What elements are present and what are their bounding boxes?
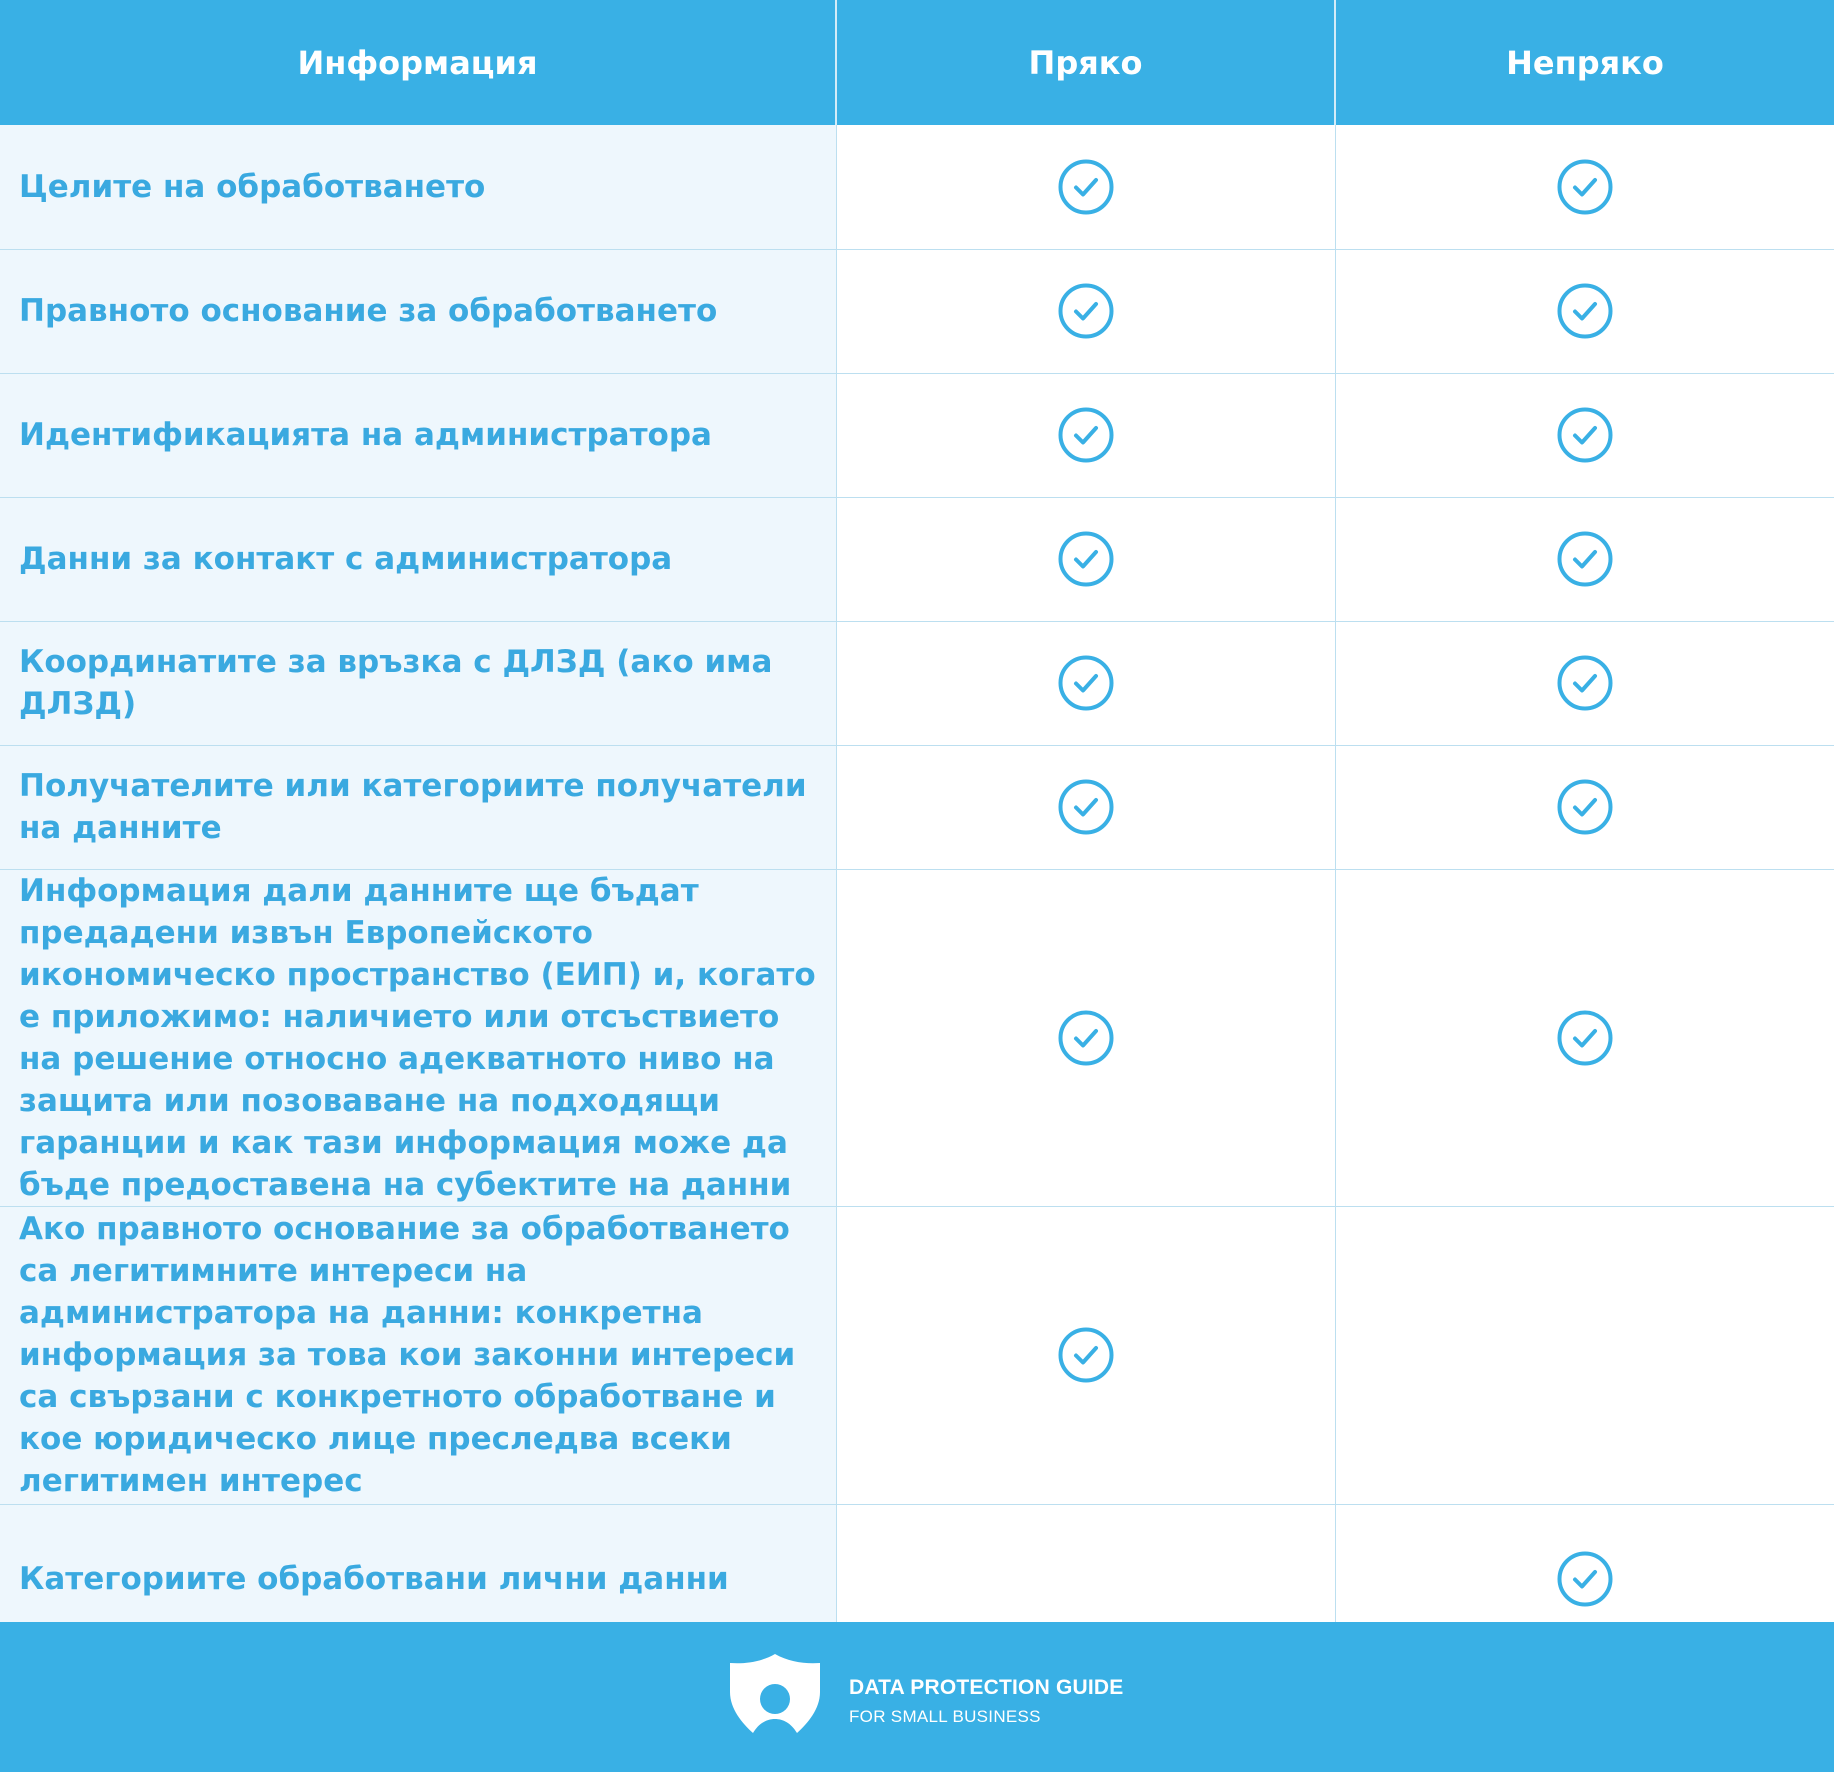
check-circle-icon <box>1557 159 1613 215</box>
table-row <box>0 869 1834 1206</box>
footer-banner <box>0 1622 1834 1772</box>
cell-indirect <box>1335 1206 1834 1504</box>
row-label: Идентификацията на администратора <box>0 373 836 497</box>
check-circle-icon <box>1557 283 1613 339</box>
table-row <box>0 1206 1834 1504</box>
brand-subtitle: FOR SMALL BUSINESS <box>849 1707 1041 1726</box>
row-label: Получателите или категориите получатели на данните <box>0 745 836 869</box>
cell-indirect <box>1335 621 1834 745</box>
check-circle-icon <box>1557 1551 1613 1607</box>
row-label: Данни за контакт с администратора <box>0 497 836 621</box>
row-label: Ако правното основание за обработването са легитимните интереси на администратора на данни: конкретна информация за това кои законни интереси са свързани с конкретното обработване и кое юридическо лице преследва всеки легитимен интерес <box>0 1206 836 1504</box>
cell-direct <box>836 249 1335 373</box>
brand-title: DATA PROTECTION GUIDE <box>849 1676 1124 1699</box>
row-label: Координатите за връзка с ДЛЗД (ако има ДЛЗД) <box>0 621 836 745</box>
check-circle-icon <box>1058 407 1114 463</box>
cell-direct <box>836 745 1335 869</box>
check-circle-icon <box>1557 531 1613 587</box>
cell-indirect <box>1335 373 1834 497</box>
cell-indirect <box>1335 869 1834 1206</box>
check-circle-icon <box>1058 283 1114 339</box>
table-body <box>0 125 1834 1654</box>
shield-person-icon <box>727 1652 823 1736</box>
cell-direct <box>836 869 1335 1206</box>
header-indirect: Непряко <box>1335 0 1834 125</box>
cell-direct <box>836 1206 1335 1504</box>
header-row <box>0 0 1834 125</box>
row-label: Категориите обработвани лични данни <box>0 1504 836 1654</box>
check-circle-icon <box>1058 159 1114 215</box>
cell-indirect <box>1335 125 1834 249</box>
check-circle-icon <box>1557 1010 1613 1066</box>
cell-direct <box>836 621 1335 745</box>
header-direct: Пряко <box>836 0 1335 125</box>
row-label: Информация дали данните ще бъдат предадени извън Европейското икономическо пространство (ЕИП) и, когато е приложимо: наличието или отсъствието на решение относно адекватното ниво на защита или позоваване на подходящи гаранции и как тази информация може да бъде предоставена на субектите на данни <box>0 869 836 1206</box>
table-row <box>0 249 1834 373</box>
cell-indirect <box>1335 497 1834 621</box>
cell-direct <box>836 497 1335 621</box>
table-row <box>0 745 1834 869</box>
check-circle-icon <box>1058 655 1114 711</box>
cell-direct <box>836 125 1335 249</box>
cell-direct <box>836 373 1335 497</box>
check-circle-icon <box>1058 1327 1114 1383</box>
table-row <box>0 125 1834 249</box>
row-label: Правното основание за обработването <box>0 249 836 373</box>
header-info: Информация <box>0 0 836 125</box>
table-row <box>0 373 1834 497</box>
check-circle-icon <box>1058 531 1114 587</box>
check-circle-icon <box>1557 779 1613 835</box>
table-row <box>0 497 1834 621</box>
check-circle-icon <box>1058 1010 1114 1066</box>
row-label: Целите на обработването <box>0 125 836 249</box>
cell-indirect <box>1335 249 1834 373</box>
check-circle-icon <box>1058 779 1114 835</box>
check-circle-icon <box>1557 655 1613 711</box>
cell-indirect <box>1335 745 1834 869</box>
check-circle-icon <box>1557 407 1613 463</box>
table-row <box>0 621 1834 745</box>
